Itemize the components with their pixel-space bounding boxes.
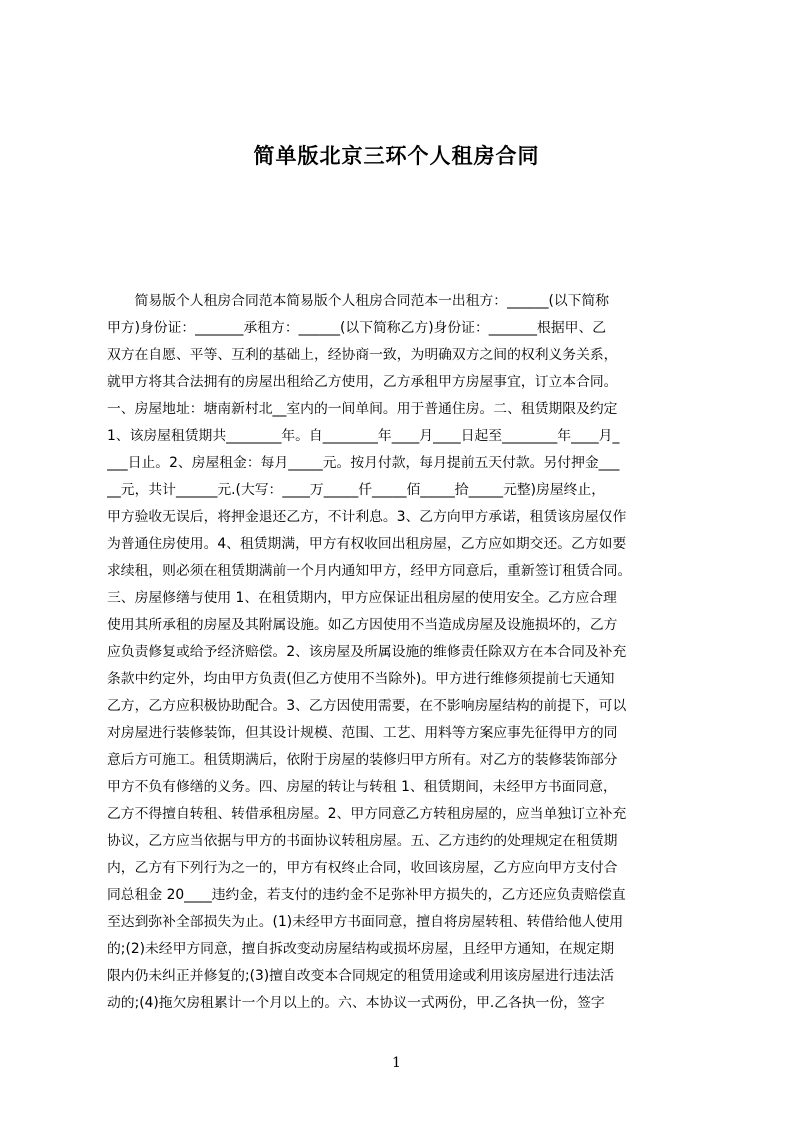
body-line: 为普通住房使用。4、租赁期满，甲方有权收回出租房屋，乙方应如期交还。乙方如要 bbox=[107, 536, 627, 552]
body-line: 至达到弥补全部损失为止。(1)未经甲方书面同意，擅自将房屋转租、转借给他人使用 bbox=[107, 914, 624, 930]
body-line: 协议，乙方应当依据与甲方的书面协议转租房屋。五、乙方违约的处理规定在租赁期 bbox=[107, 833, 618, 849]
body-line: 甲方不负有修缮的义务。四、房屋的转让与转租 1、租赁期间，未经甲方书面同意， bbox=[107, 779, 617, 795]
body-line: 就甲方将其合法拥有的房屋出租给乙方使用，乙方承租甲方房屋事宜，订立本合同。 bbox=[107, 374, 618, 390]
contract-body bbox=[107, 288, 699, 1017]
body-line: 条款中约定外，均由甲方负责(但乙方使用不当除外)。甲方进行维修须提前七天通知 bbox=[107, 671, 615, 687]
body-line: 使用其所承租的房屋及其附属设施。如乙方因使用不当造成房屋及设施损坏的，乙方 bbox=[107, 617, 618, 633]
body-line: __元，共计______元.(大写：____万_____仟_____佰_____拾_____元整)房屋终止， bbox=[107, 482, 606, 498]
body-line: 1、该房屋租赁期共________年。自________年____月____日起至________年____月_ bbox=[107, 428, 620, 444]
body-line: 乙方不得擅自转租、转借承租房屋。2、甲方同意乙方转租房屋的，应当单独订立补充 bbox=[107, 806, 627, 822]
body-line: 对房屋进行装修装饰，但其设计规模、范围、工艺、用料等方案应事先征得甲方的同 bbox=[107, 725, 618, 741]
body-line: 内，乙方有下列行为之一的，甲方有权终止合同，收回该房屋，乙方应向甲方支付合 bbox=[107, 860, 618, 876]
body-line: 乙方，乙方应积极协助配合。3、乙方因使用需要，在不影响房屋结构的前提下，可以 bbox=[107, 698, 627, 714]
document-title: 简单版北京三环个人租房合同 bbox=[253, 144, 540, 168]
body-line: 简易版个人租房合同范本简易版个人租房合同范本一出租方：______(以下简称 bbox=[107, 293, 610, 309]
body-line: 的;(2)未经甲方同意，擅自拆改变动房屋结构或损坏房屋，且经甲方通知，在规定期 bbox=[107, 941, 615, 957]
body-line: 意后方可施工。租赁期满后，依附于房屋的装修归甲方所有。对乙方的装修装饰部分 bbox=[107, 752, 618, 768]
body-line: 三、房屋修缮与使用 1、在租赁期内，甲方应保证出租房屋的使用安全。乙方应合理 bbox=[107, 590, 617, 606]
page-number: 1 bbox=[392, 1055, 401, 1071]
body-line: 同总租金 20____违约金，若支付的违约金不足弥补甲方损失的，乙方还应负责赔偿直 bbox=[107, 887, 626, 903]
body-line: 应负责修复或给予经济赔偿。2、该房屋及所属设施的维修责任除双方在本合同及补充 bbox=[107, 644, 627, 660]
body-line: 一、房屋地址：塘南新村北__室内的一间单间。用于普通住房。二、租赁期限及约定 bbox=[107, 401, 618, 417]
body-line: 限内仍未纠正并修复的;(3)擅自改变本合同规定的租赁用途或利用该房屋进行违法活 bbox=[107, 968, 615, 984]
body-line: 动的;(4)拖欠房租累计一个月以上的。六、本协议一式两份，甲.乙各执一份，签字 bbox=[107, 995, 605, 1011]
body-line: 甲方验收无误后，将押金退还乙方，不计利息。3、乙方向甲方承诺，租赁该房屋仅作 bbox=[107, 509, 627, 525]
body-line: 甲方)身份证：_______承租方：______(以下简称乙方)身份证：_______根据甲、乙 bbox=[107, 320, 607, 336]
body-line: 双方在自愿、平等、互利的基础上，经协商一致，为明确双方之间的权利义务关系， bbox=[107, 347, 618, 363]
body-line: ___日止。2、房屋租金：每月_____元。按月付款，每月提前五天付款。另付押金___ bbox=[107, 455, 620, 471]
body-line: 求续租，则必须在租赁期满前一个月内通知甲方，经甲方同意后，重新签订租赁合同。 bbox=[107, 563, 632, 579]
